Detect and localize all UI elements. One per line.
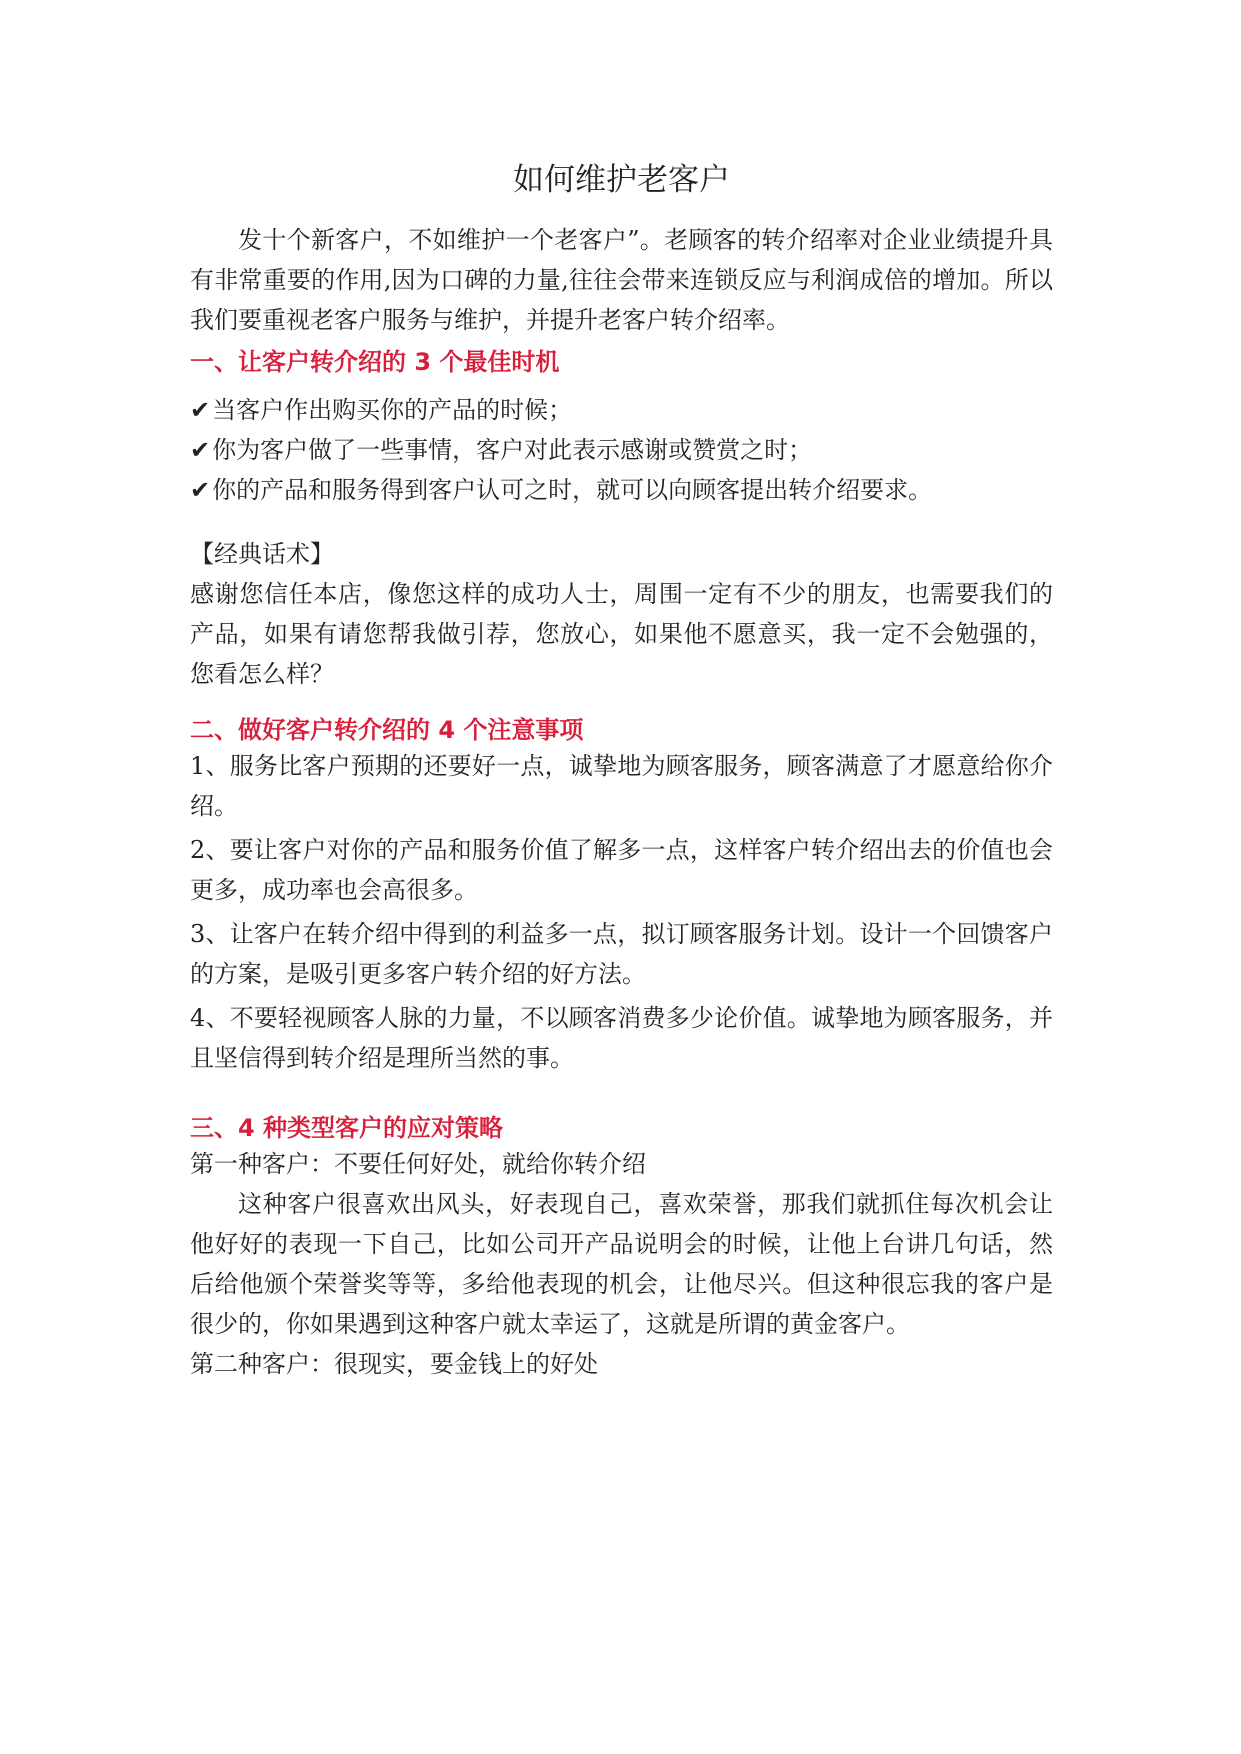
- section2-item-1: [190, 746, 1053, 826]
- section1-list: [190, 390, 1053, 510]
- intro-paragraph: 发十个新客户，不如维护一个老客户”。老顾客的转介绍率对企业业绩提升具有非常重要的作用,因为口碑的力量,往往会带来连锁反应与利润成倍的增加。所以我们要重视老客户服务与维护，并提升老客户转介绍率。: [190, 226, 1053, 334]
- script-block: [190, 534, 1053, 694]
- section3-heading: 三、4 种类型客户的应对策略: [190, 1114, 504, 1142]
- section2-item-4: [190, 998, 1053, 1078]
- list-item: ✔当客户作出购买你的产品的时候；: [190, 396, 573, 424]
- customer-type-2-label: 第二种客户：很现实，要金钱上的好处: [190, 1350, 598, 1378]
- list-item: 2、要让客户对你的产品和服务价值了解多一点，这样客户转介绍出去的价值也会更多，成功率也会高很多。: [190, 836, 1053, 904]
- list-item: ✔你的产品和服务得到客户认可之时，就可以向顾客提出转介绍要求。: [190, 476, 933, 504]
- check-icon: ✔: [190, 436, 211, 464]
- section1-heading: 一、让客户转介绍的 3 个最佳时机: [190, 348, 560, 376]
- list-item: 1、服务比客户预期的还要好一点，诚挚地为顾客服务，顾客满意了才愿意给你介绍。: [190, 752, 1053, 820]
- check-icon: ✔: [190, 396, 211, 424]
- list-item: 4、不要轻视顾客人脉的力量，不以顾客消费多少论价值。诚挚地为顾客服务，并且坚信得到转介绍是理所当然的事。: [190, 1004, 1053, 1072]
- section2-item-3: [190, 914, 1053, 994]
- intro-block: [190, 220, 1053, 340]
- script-label: 【经典话术】: [190, 540, 334, 568]
- list-item: ✔你为客户做了一些事情，客户对此表示感谢或赞赏之时；: [190, 436, 813, 464]
- customer-type-1-text: 这种客户很喜欢出风头，好表现自己，喜欢荣誉，那我们就抓住每次机会让他好好的表现一下自己，比如公司开产品说明会的时候，让他上台讲几句话，然后给他颁个荣誉奖等等，多给他表现的机会，让他尽兴。但这种很忘我的客户是很少的，你如果遇到这种客户就太幸运了，这就是所谓的黄金客户。: [190, 1190, 1053, 1338]
- list-item: 3、让客户在转介绍中得到的利益多一点，拟订顾客服务计划。设计一个回馈客户的方案，是吸引更多客户转介绍的好方法。: [190, 920, 1053, 988]
- section2-item-2: [190, 830, 1053, 910]
- section2-heading: 二、做好客户转介绍的 4 个注意事项: [190, 716, 584, 744]
- check-icon: ✔: [190, 476, 211, 504]
- script-text: 感谢您信任本店，像您这样的成功人士，周围一定有不少的朋友，也需要我们的产品，如果有请您帮我做引荐，您放心，如果他不愿意买，我一定不会勉强的，您看怎么样？: [190, 580, 1053, 688]
- page-title: 如何维护老客户: [513, 162, 730, 198]
- customer-type-1-label: 第一种客户：不要任何好处，就给你转介绍: [190, 1150, 646, 1178]
- section3-body: [190, 1144, 1053, 1384]
